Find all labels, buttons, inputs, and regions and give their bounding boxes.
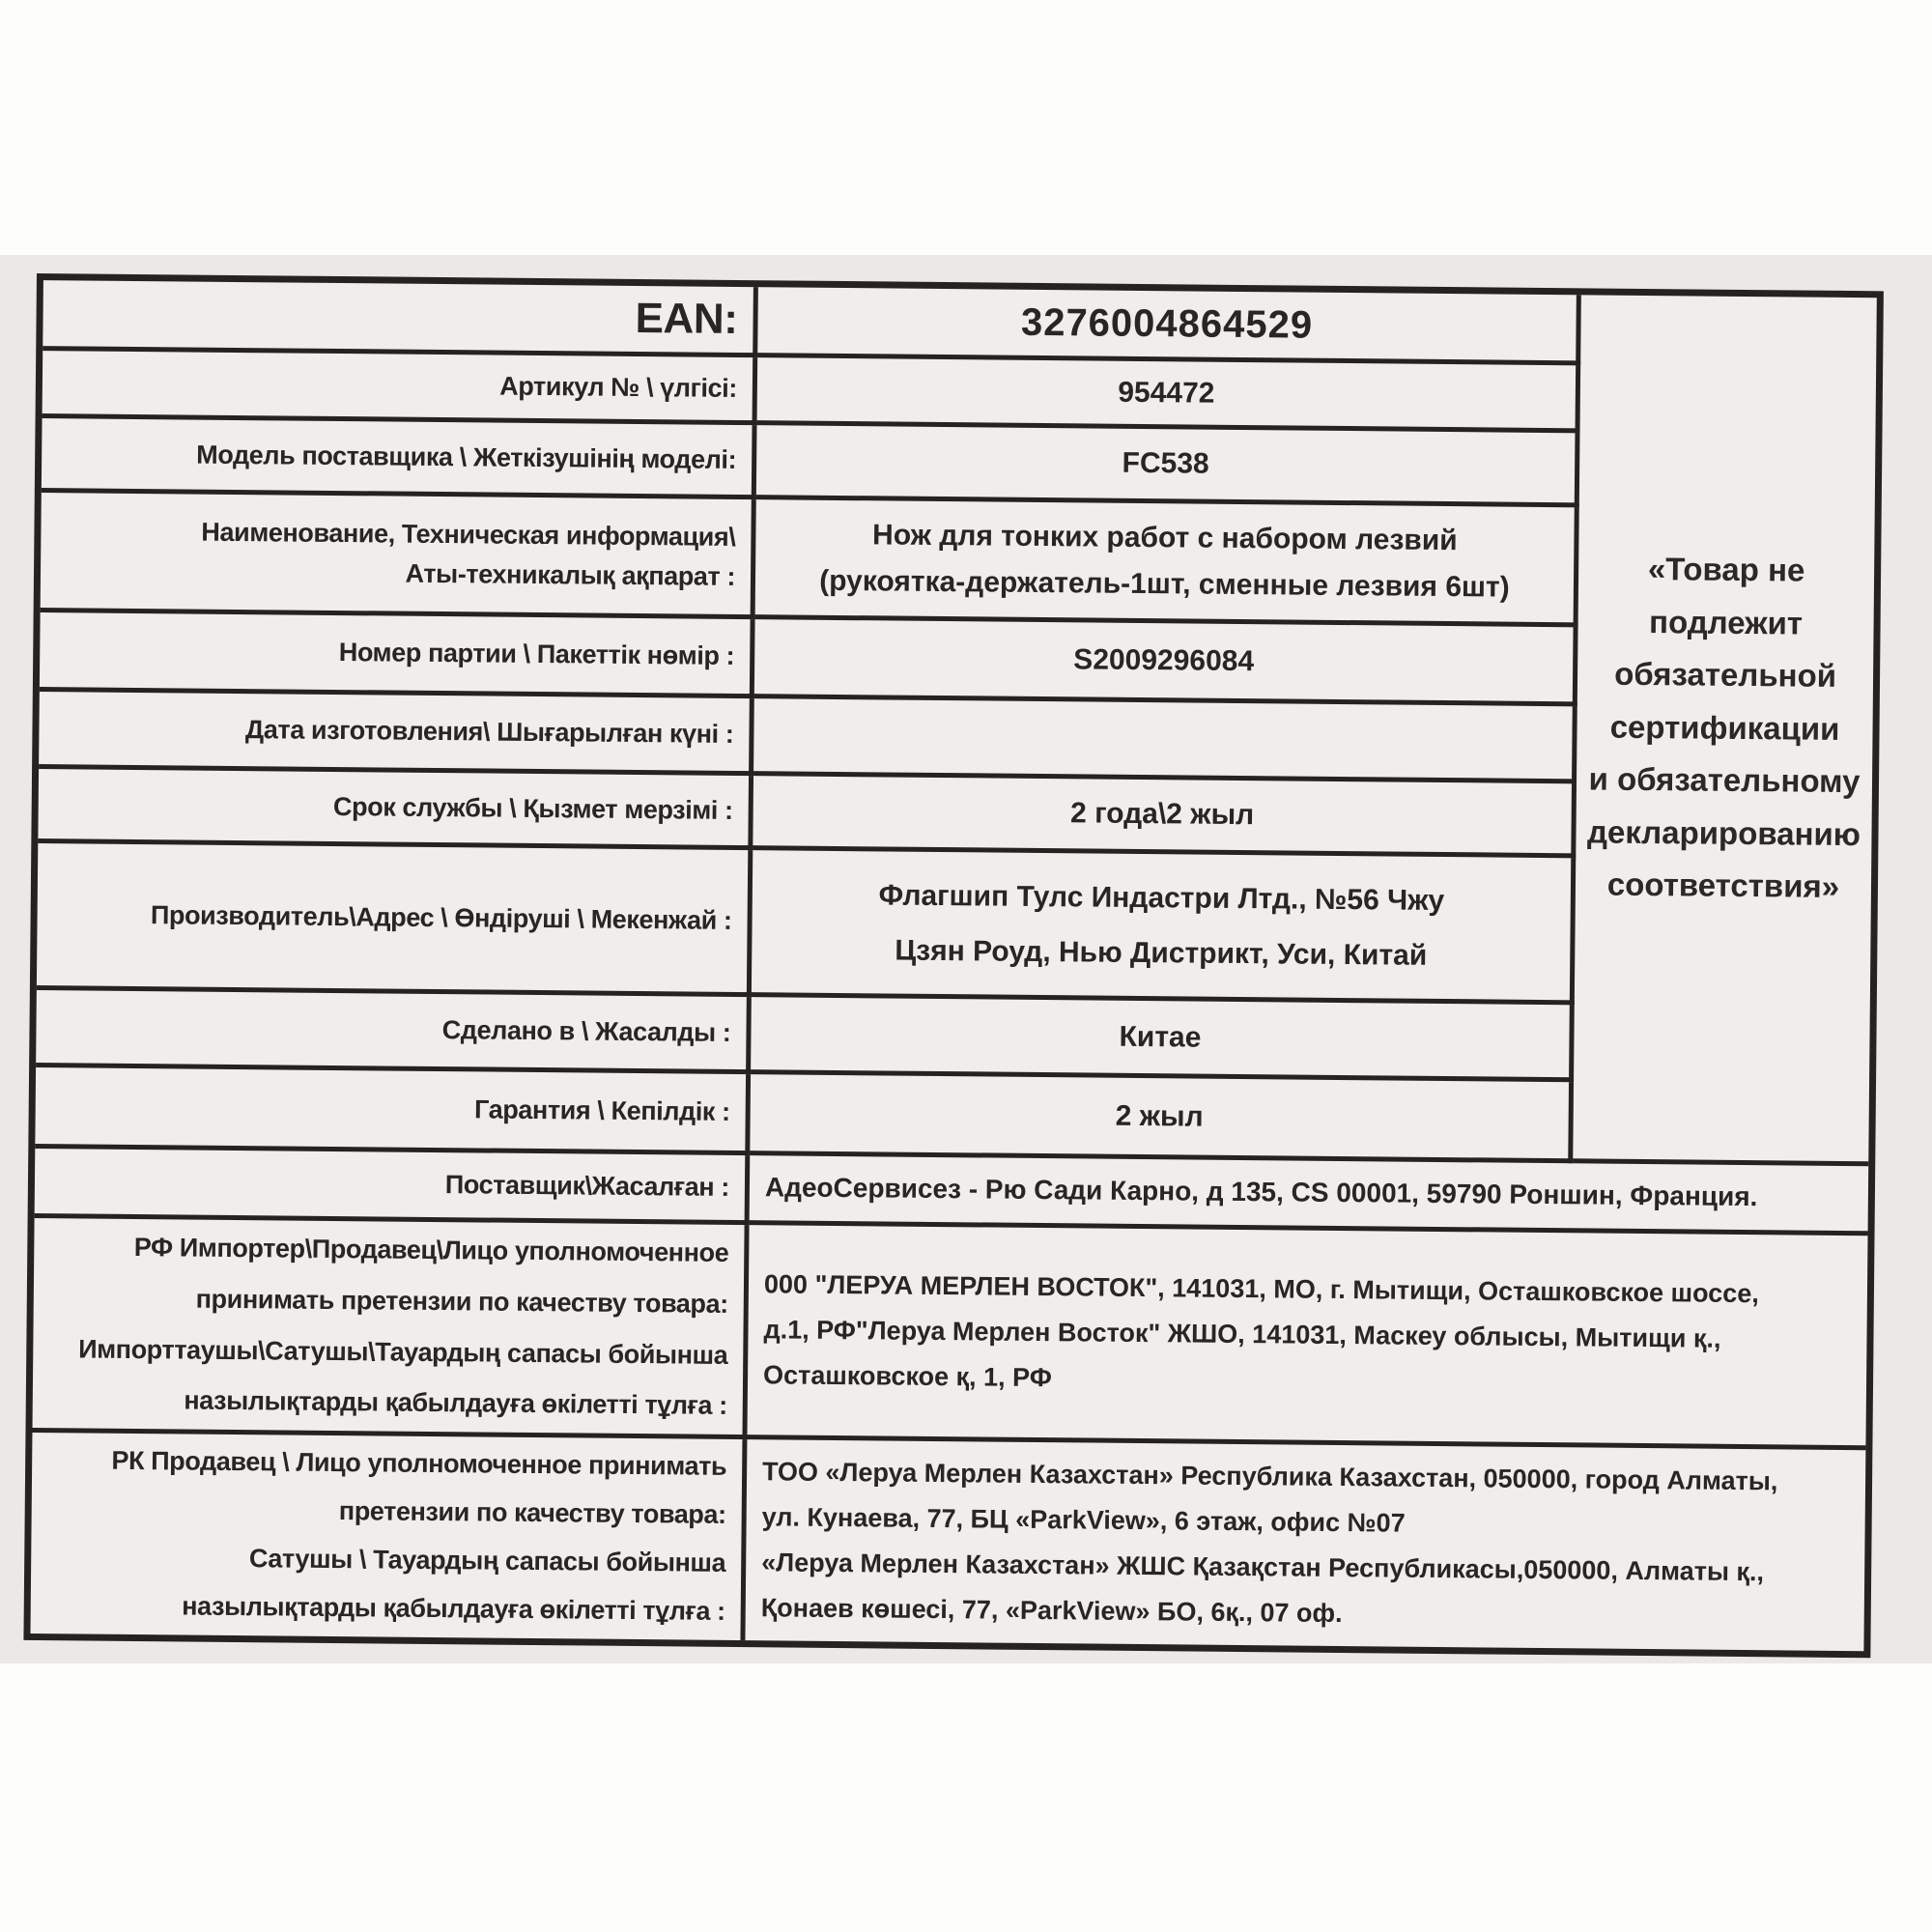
label-scan	[0, 255, 1932, 1663]
value-supplier-model: FC538	[756, 425, 1580, 507]
label-supplier: Поставщик\Жасалған :	[35, 1149, 751, 1225]
label-manufacture-date: Дата изготовления\ Шығарылған күні :	[39, 692, 754, 776]
value-batch-number: S2009296084	[754, 619, 1578, 706]
label-ean: EAN:	[43, 280, 758, 357]
label-warranty: Гарантия \ Кепілдік :	[35, 1067, 751, 1155]
value-ean: 3276004864529	[757, 287, 1581, 365]
label-manufacturer-address: Производитель\Адрес \ Өндіруші \ Мекенжай :	[37, 843, 753, 997]
value-supplier: АдеоСервисез - Рю Сади Карно, д 135, CS 00001, 59790 Роншин, Франция.	[750, 1155, 1869, 1236]
certification-note: «Товар не подлежит обязательной сертификации и обязательному декларированию соответствия»	[1573, 295, 1877, 1166]
value-service-life: 2 года\2 жыл	[753, 776, 1577, 858]
label-supplier-model: Модель поставщика \ Жеткізушінің моделі:	[42, 418, 757, 499]
value-product-name: Нож для тонких работ с набором лезвий (рукоятка-держатель-1шт, сменные лезвия 6шт)	[755, 499, 1579, 627]
label-product-name: Наименование, Техническая информация\ Аты-техникалық ақпарат :	[41, 493, 756, 619]
value-rk-seller: ТОО «Леруа Мерлен Казахстан» Республика Казахстан, 050000, город Алматы, ул. Кунаева, 77, БЦ «ParkView», 6 этаж, офис №07 «Леруа Мерлен Казахстан» ЖШС Қазақстан Республикасы,050000, Алматы қ., Қонаев көшесі, 77, «ParkView» БО, 6қ., 07 оф.	[760, 1456, 1778, 1629]
label-article-number: Артикул № \ үлгісі:	[43, 351, 758, 425]
product-info-table	[23, 273, 1883, 1658]
label-rk-seller: РК Продавец \ Лицо уполномоченное принимать претензии по качеству товара: Сатушы \ Тауардың сапасы бойынша назылықтарды қабылдауға өкілетті тұлға :	[30, 1433, 747, 1640]
value-manufacturer-address: Флагшип Тулс Индастри Лтд., №56 Чжу Цзян Роуд, Нью Дистрикт, Уси, Китай	[752, 850, 1576, 1005]
label-batch-number: Номер партии \ Пакеттік нөмір :	[40, 612, 755, 698]
label-service-life: Срок службы \ Қызмет мерзімі :	[38, 769, 753, 850]
value-article-number: 954472	[757, 357, 1581, 433]
label-made-in: Сделано в \ Жасалды :	[36, 990, 752, 1074]
value-rf-importer: 000 "ЛЕРУА МЕРЛЕН ВОСТОК", 141031, МО, г. Мытищи, Осташковское шоссе, д.1, РФ"Леруа Мерлен Восток" ЖШО, 141031, Маскеу облысы, Мытищи қ., Осташковское қ, 1, РФ	[747, 1225, 1867, 1450]
value-made-in: Китае	[751, 997, 1575, 1082]
label-rf-importer: РФ Импортер\Продавец\Лицо уполномоченное принимать претензии по качеству товара: Импорттаушы\Сатушы\Тауардың сапасы бойынша назылықтарды қабылдауға өкілетті тұлға :	[32, 1218, 749, 1439]
value-manufacture-date	[753, 698, 1577, 783]
value-warranty: 2 жыл	[750, 1074, 1574, 1163]
